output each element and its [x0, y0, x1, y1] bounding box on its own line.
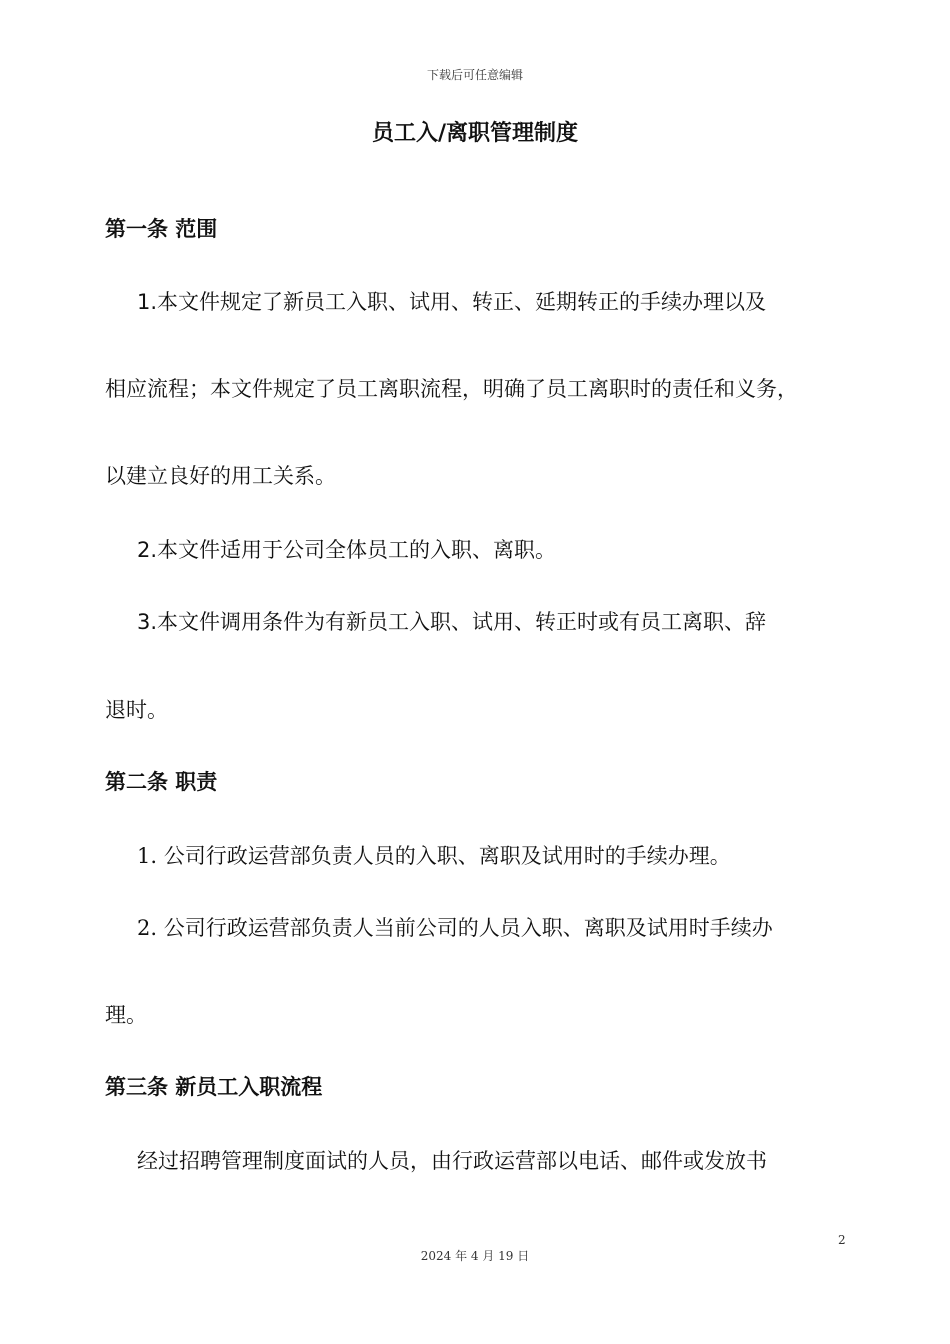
paragraph-line: 3.本文件调用条件为有新员工入职、试用、转正时或有员工离职、辞	[137, 610, 767, 634]
paragraph-line: 退时。	[105, 698, 168, 722]
paragraph-line: 2.本文件适用于公司全体员工的入职、离职。	[137, 538, 557, 562]
paragraph-line: 相应流程；本文件规定了员工离职流程，明确了员工离职时的责任和义务，	[105, 377, 798, 401]
section-heading-onboarding: 第三条 新员工入职流程	[105, 1075, 323, 1099]
paragraph-line: 理。	[105, 1003, 147, 1027]
paragraph-line: 以建立良好的用工关系。	[105, 464, 336, 488]
section-heading-duties: 第二条 职责	[105, 770, 218, 794]
paragraph-line: 2. 公司行政运营部负责人当前公司的人员入职、离职及试用时手续办	[137, 916, 773, 940]
page-number: 2	[838, 1233, 846, 1247]
header-note: 下载后可任意编辑	[426, 68, 523, 82]
document-title: 员工入/离职管理制度	[371, 121, 579, 146]
section-heading-scope: 第一条 范围	[105, 217, 218, 241]
paragraph-line: 1. 公司行政运营部负责人员的入职、离职及试用时的手续办理。	[137, 844, 731, 868]
paragraph-line: 1.本文件规定了新员工入职、试用、转正、延期转正的手续办理以及	[137, 290, 767, 314]
paragraph-line: 经过招聘管理制度面试的人员，由行政运营部以电话、邮件或发放书	[137, 1149, 767, 1173]
footer-date: 2024 年 4 月 19 日	[420, 1249, 530, 1263]
